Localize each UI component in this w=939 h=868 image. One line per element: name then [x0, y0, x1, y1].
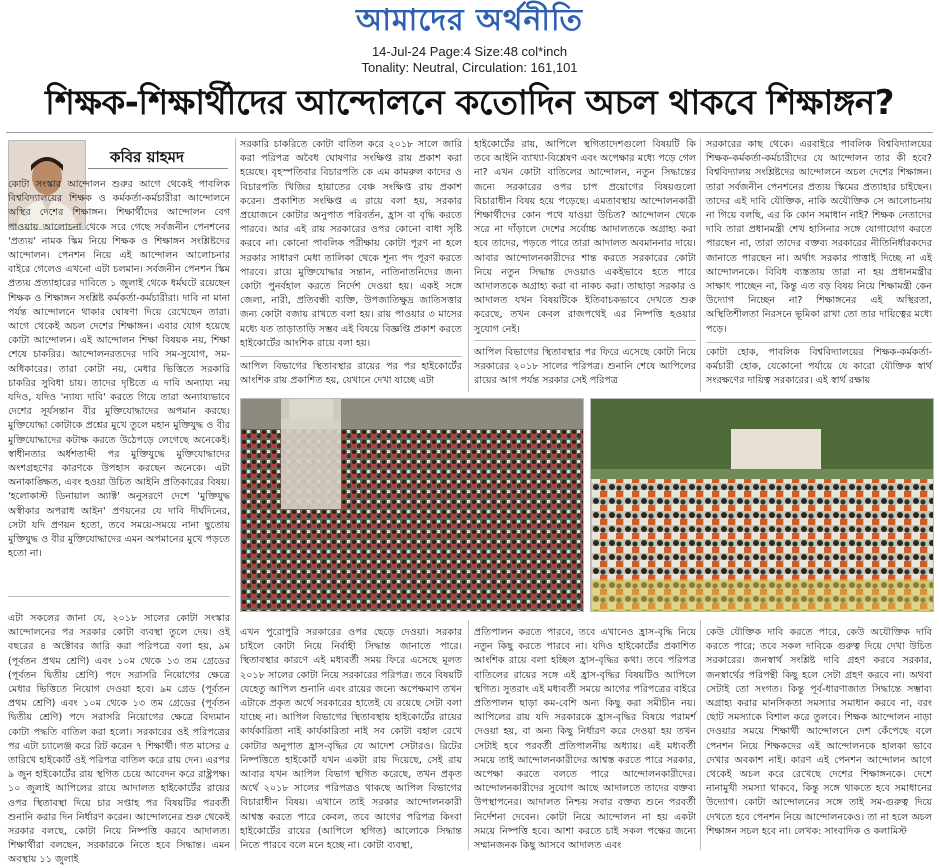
protest-crowd-photo — [240, 398, 584, 612]
article-column-1-bottom — [8, 612, 230, 866]
column-separator — [700, 620, 701, 850]
masthead — [0, 4, 939, 38]
column-separator — [235, 138, 236, 850]
paragraph: প্রতিপালন করতে পারবে, তবে এখানেও হ্রাস-বৃদ্ধি নিয়ে নতুন কিছু করতে পারবে না। যদিও হাইকোর্টের প্রকাশিত আংশিক রায়ে বলা হচ্ছিল হ্রাস-বৃদ্ধির কথা। তবে পরিপত্র বাতিলের রায়ের সঙ্গে এই হ্রাস-বৃদ্ধির বিষয়টিও আপিলে স্থগিত। সুতরাং এই মধ্যবর্তী সময়ে আগের পরিপত্রের বাইরে প্রতিপালন ছাড়া কম-বেশি অন্য কিছু করা সমীচীন নয়। আপিলের রায় যদি সরকারকে হ্রাস-বৃদ্ধির বিষয়ে পরামর্শ দেওয়া হয়, বা অন্য কিছু নির্ধারণ করে দেওয়া হয় তখন সেটাই হবে পরবর্তী প্রতিপালনীয় অধ্যায়। এই মধ্যবর্তী সময়ে তাই আন্দোলনকারীদের আশ্বস্ত করতে পারে সরকার, অপেক্ষা করতে বলতে পারে আন্দোলনকারীদের। আন্দোলনকারীদের সুযোগ আছে আদালতে তাদের বক্তব্য উপস্থাপনের। আদালত নিশ্চয় সবার বক্তব্য শুনে পরবর্তী নির্দেশনা দেবেন। কোটা নিয়ে আন্দোলন না হয় একটা সময়ে নিষ্পত্তি হবে। আশা করতে চাই সকল পক্ষের জন্যে সম্মানজনক কিছু আসবে আদালত এবং — [474, 627, 696, 852]
author-name: কবির য়াহমদ — [110, 148, 184, 166]
article-column-3-top — [474, 138, 696, 334]
paragraph: এখন পুরোপুরি সরকারের ওপর ছেড়ে দেওয়া। সরকার চাইলে কোটা নিয়ে নির্বাহী সিদ্ধান্ত জানাতে পারে। স্থিতাবস্থার কারণে এই মধ্যবর্তী সময় ফিরে এসেছে মূলত ২০১৮ সালের কোটা নিয়ে সরকারের পরিপত্র। তবে বিষয়টি যেহেতু আপিল শুনানি এবং রায়ের জন্যে অপেক্ষমাণ তখন এটাকে প্রকৃত অর্থে সরকারের হাতেই যে রয়েছে সেটা বলা যাচ্ছে না। আপিল বিভাগের স্থিতাবস্থায় হাইকোর্টের রায়ের কার্যকারিতা নাই কার্যকারিতা নাই সব কোটা বহাল রেখে কোটার অনুপাত হ্রাস-বৃদ্ধির যে আদেশ সেটারও। রিটের নিষ্পত্তিতে হাইকোর্ট যখন একটা রায় দিয়েছে, সেই রায় আবার যখন আপিল বিভাগ স্থগিত করেছে, তখন প্রকৃত অর্থে ২০১৮ সালের পরিপত্রও থাকছে আপিল বিভাগের বিচারাধীন বিষয়। এখানে তাই সরকার আন্দোলনকারী আশ্বস্ত করতে পারে কেবল, তবে আগের পরিপত্র কিংবা হাইকোর্টের রায়ের (আপিলে স্থগিত) আলোকে সিদ্ধান্ত নিতে পারবে বলে মনে হচ্ছে না। কোটা ব্যবস্থা, — [240, 627, 462, 852]
article-column-2-bottom — [240, 626, 462, 850]
column-separator — [468, 138, 469, 392]
article-column-2-top — [240, 138, 462, 352]
paragraph: এটা সকলের জানা যে, ২০১৮ সালের কোটা সংস্কার আন্দোলনের পর সরকার কোটা ব্যবস্থা তুলে দেয়। ওই বছরের ৪ অক্টোবর জারি করা পরিপত্রে বলা হয়, ৯ম (পূর্বতন প্রথম শ্রেণি) এবং ১০ম থেকে ১৩ তম গ্রেডের (পূর্বতন দ্বিতীয় শ্রেণি) পদে সরাসরি নিয়োগের ক্ষেত্রে মেধার ভিত্তিতে নিয়োগ দেওয়া হবে। ৯ম গ্রেড (পূর্বতন প্রথম শ্রেণি) এবং ১০ম থেকে ১৩ তম গ্রেডের (পূর্বতন দ্বিতীয় শ্রেণি) পদে সরাসরি নিয়োগের ক্ষেত্রে বিদ্যমান কোটা পদ্ধতি বাতিল করা হলো। সরকারের ওই পরিপত্রের পর এটা চ্যালেঞ্জ করে রিট করেন ৭ শিক্ষার্থী। গত মাসের ৫ তারিখে হাইকোর্ট ওই পরিপত্র বাতিল করে রায় দেন। এরপর ৯ জুন হাইকোর্টের রায় স্থগিত চেয়ে আবেদন করে রাষ্ট্রপক্ষ। ১০ জুলাই আপিলের রায়ে আদালত হাইকোর্টের রায়ের ওপর স্থিতাবস্থা দিয়ে চার সপ্তাহ পর বিষয়টির পরবর্তী শুনানি করার দিন নির্ধারণ করেন। আন্দোলনের শুরু থেকেই সরকার বলছে, কোটা নিয়ে নিষ্পত্তি করবে আদালত। শিক্ষার্থীরা বলছেন, সরকারকে নিতে হবে সিদ্ধান্ত। এমন অবস্থায় ১১ জুলাই — [8, 613, 230, 866]
paragraph: হাইকোর্টের রায়, আপিলে স্থগিতাদেশগুলো বিষয়টি কি তবে আইনি ব্যাখ্যা-বিশ্লেষণ এবং অপেক্ষার মধ্যে পড়ে গেল না? এখন কোটা বাতিলের আন্দোলন, নতুন সিদ্ধান্তের জন্যে সরকারের ওপর চাপ প্রয়োগের বিষয়গুলো বিচারাধীন বিষয় হয়ে পড়েছে। এমতাবস্থায় আন্দোলনকারী শিক্ষার্থীদের কোন পথে যাওয়া উচিত? আন্দোলন থেকে সরে না দাঁড়ালে দেশের সর্বোচ্চ আদালতকে অগ্রাহ্য করা হবে তাদের, পড়তে পারে তারা আদালত অবমাননার দায়ে। আবার আন্দোলনকারীদের শান্ত করতে সরকারের কোটা নিয়ে নতুন সিদ্ধান্ত দেওয়াও একইভাবে হতে পারে আদালতকে অগ্রাহ্য করা বা নাকচ করা। তাছাড়া সরকার ও আদালত যখন বিষয়টিকে ইতিবাচকভাবে দেখতে শুরু করেছে, তখন কেবল রাজপথেই এর নিষ্পত্তি হওয়ার সুযোগ নেই। — [474, 139, 696, 335]
article-column-3-bottom — [474, 626, 696, 850]
article-column-4-mid — [706, 346, 932, 390]
headline-divider — [6, 132, 933, 133]
article-headline: শিক্ষক-শিক্ষার্থীদের আন্দোলনে কতোদিন অচল থাকবে শিক্ষাঙ্গন? — [45, 83, 894, 123]
teachers-protest-photo — [590, 398, 934, 612]
crowd-photo-icon — [241, 399, 583, 611]
paragraph: আপিল বিভাগের স্থিতাবস্থার পর ফিরে এসেছে কোটা নিয়ে সরকারের ২০১৮ সালের পরিপত্র। শুনানি শেষে আপিলের রায়ের আগ পর্যন্ত সরকার সেই পরিপত্র — [474, 347, 696, 387]
section-divider — [8, 596, 230, 597]
paragraph: সরকারের কাছ থেকে। এরবাইরে পাবলিক বিশ্ববিদ্যালয়ের শিক্ষক-কর্মকর্তা-কর্মচারীদের যে আন্দোলন তার কী হবে? বিশ্ববিদ্যালয় সংশ্লিষ্টদের আন্দোলনে অচল দেশের শিক্ষাঙ্গন। তারা সর্বজনীন পেনশনের প্রত্যয় স্কিমের প্রত্যাহার চাইছেন। তাদের এই দাবি যৌক্তিক, নাকি অযৌক্তিক সে আলোচনায় না গিয়ে বলছি, এর কি কোন সমাধান নাই? শিক্ষক নেতাদের দাবি তারা প্রধানমন্ত্রী শেখ হাসিনার সঙ্গে যোগাযোগ করতে পারছেন না, তারা তাদের বক্তব্য সরকারের নীতিনির্ধারকদের জানাতে পারছেন না। অর্থাৎ সরকার পাত্তাই দিচ্ছে না এই আন্দোলনকে। বিবিধ ব্যস্ততায় তারা না হয় প্রধানমন্ত্রীর সাক্ষাৎ পাচ্ছেন না, কিন্তু এত বড় বিষয় নিয়ে শিক্ষামন্ত্রী কেন উদ্যোগ নিচ্ছেন না? শিক্ষাঙ্গনের এই অস্থিরতা, অস্থিতিশীলতা নিরসনে ভূমিকা রাখা তো তার দায়িত্বের মধ্যে পড়ে। — [706, 139, 932, 335]
newspaper-logo: আমাদের অর্থনীতি — [355, 3, 584, 38]
section-divider — [240, 356, 462, 357]
section-divider — [474, 340, 696, 341]
paragraph: আপিল বিভাগের স্থিতাবস্থার রায়ের পর পর হাইকোর্টের আংশিক রায় প্রকাশিত হয়, যেখানে দেখা যাচ্ছে এটা — [240, 361, 462, 387]
paragraph: কেউ যৌক্তিক দাবি করতে পারে, কেউ অযৌক্তিক দাবি করতে পারে; তবে সকল দাবিকে গুরুত্ব দিয়ে দেখা উচিত সরকারের। জনস্বার্থ সংশ্লিষ্ট দাবি গ্রহণ করবে সরকার, জনস্বার্থের পরিপন্থী কিছু হলে সেটা গ্রহণ করবে না। অথবা সেটাই তো সংগত। কিন্তু পূর্ব-ধারণাজাত সিদ্ধান্তে সম্ভাব্য অগ্রাহ্য করার মানসিকতা সমস্যার সমাধান করবে না, বরং ছোট সমস্যাকে বিশাল করে তুলবে। শিক্ষক আন্দোলন নাড়া দেওয়ার সময়ে শিক্ষার্থী আন্দোলনে দেশ কেঁপেছে বলে পেনশন নিয়ে শিক্ষকদের এই আন্দোলনকে হালকা ভাবে দেখার অবকাশ নাই। কারণ এই পেনশন আন্দোলন আগে থেকেই অচল করে রেখেছে দেশের শিক্ষাঙ্গনকে। দেশে নানামুখী সমস্যা থাকবে, কিন্তু সঙ্গে থাকতে হবে সমাধানের উদ্যোগ। কোটা আন্দোলনের সঙ্গে তাই সম-গুরুত্ব দিয়ে দেখতে হবে পেনশন নিয়ে আন্দোলনকেও। তা না হলে অচল শিক্ষাঙ্গন সচল হবে না। লেখক: সাংবাদিক ও কলামিস্ট — [706, 627, 932, 837]
section-divider — [706, 342, 932, 343]
article-column-4-bottom — [706, 626, 932, 850]
article-column-2-mid — [240, 360, 462, 390]
paragraph: সরকারি চাকরিতে কোটা বাতিল করে ২০১৮ সালে জারি করা পরিপত্র অবৈধ ঘোষণার সংক্ষিপ্ত রায় প্রকাশ করা হয়েছে। বৃহস্পতিবার বিচারপতি কে এম কামরুল কাদের ও বিচারপতি খিজির হায়াতের বেঞ্চ সংক্ষিপ্ত রায় প্রকাশ করেন। প্রকাশিত সংক্ষিপ্ত এ রায়ে বলা হয়, সরকার প্রয়োজনে কোটার অনুপাত পরিবর্তন, হ্রাস বা বৃদ্ধি করতে পারবে। আর এই রায় সরকারের ওপর কোনো বাধা সৃষ্টি করবে না। কোনো পাবলিক পরীক্ষায় কোটা পূরণ না হলে সরকার সাধারণ মেধা তালিকা থেকে শূন্য পদ পূরণ করতে পারবে। রায়ে মুক্তিযোদ্ধার সন্তান, নাতিনাতনিদের জন্য কোটা পুনর্বহাল করতে নির্দেশ দেওয়া হয়। একই সঙ্গে জেলা, নারী, প্রতিবন্ধী ব্যক্তি, উপজাতিক্ষুদ্র জাতিসত্তার জন্য কোটা বজায় রাখতে বলা হয়। রায় পাওয়ার ৩ মাসের মধ্যে যত তাড়াতাড়ি সম্ভব এই বিষয়ে বিজ্ঞপ্তি প্রকাশ করতে হাইকোর্টের আংশিক রায়ে বলা হয়। — [240, 139, 462, 349]
column-separator — [468, 620, 469, 850]
lead-paragraph: কোটা সংস্কার আন্দোলন শুরুর আগে থেকেই পাবলিক বিশ্ববিদ্যালয়ের শিক্ষক ও কর্মকর্তা-কর্মচারীরা আন্দোলনে অস্থির দেশের শিক্ষাঙ্গন। শিক্ষার্থীদের আন্দোলন বেগ পাওয়ায় আলোচনা থেকে সরে গেছে সর্বজনীন পেনশনের 'প্রত্যয়' নামক স্কিম নিয়ে শিক্ষক ও শিক্ষাঙ্গন সংশ্লিষ্টদের আন্দোলন। পেনশন নিয়ে এই আন্দোলন আলোচনার বাইরে গেলেও এখনো এটা চলমান। সর্বজনীন পেনশন স্কিম প্রত্যয় প্রত্যাহারের দাবিতে ১ জুলাই থেকে ধর্মঘটে রয়েছেন শিক্ষক ও শিক্ষাঙ্গন সংশ্লিষ্ট কর্মকর্তা-কর্মচারীরা। দাবি না মানা পর্যন্ত আন্দোলনে থাকার ঘোষণা দিয়ে রেখেছেন তারা। আগে থেকেই অচল দেশের শিক্ষাঙ্গন। এবার যোগ হয়েছে কোটা আন্দোলন। এই আন্দোলন শিক্ষা বিষয়ক নয়, শিক্ষা শেষে চাকরির। আন্দোলনরতদের দাবি সম-সুযোগ, সম-অধিকারের। তারা কোটা নয়, মেধার ভিত্তিতে সরকারি চাকরির সুবিধা চায়। তাদের দৃষ্টিতে এ দাবি অন্যায্য নয় যদিও, যদিও 'ন্যায্য দাবি' করতে গিয়ে তারা অন্যায্যভাবে দেশের সূর্যসন্তান বীর মুক্তিযোদ্ধাদের অপমান করছে। মুক্তিযোদ্ধা কোটাকে প্রশ্নের মুখে তুলে মহান মুক্তিযুদ্ধ ও বীর মুক্তিযোদ্ধাদের কটাক্ষ করতে উঠেপড়ে লেগেছে অনেকেই। স্বাধীনতার অর্ধশতাব্দী পর মুক্তিযুদ্ধে মুক্তিযোদ্ধাদের অংশগ্রহণের কারণকে উপহাস করছেন অনেকে। এটা অনাকাঙ্ক্ষিত, এবং হওয়া উচিত আইনি প্রতিকারের বিষয়। 'হলোকাস্ট ডিনায়াল অ্যাক্ট' অনুসরণে দেশে 'মুক্তিযুদ্ধ অস্বীকার অপরাধ আইন' প্রণয়নের যে দাবি দীর্ঘদিনের, সেটা যদি প্রণয়ন হতো, তবে সময়ে-সময়ে নানা ছুতোয় মুক্তিযুদ্ধ ও বীর মুক্তিযোদ্ধাদের এমন অপমানের মুখে পড়তে হতো না। — [8, 179, 230, 560]
clipping-meta-tonality: Tonality: Neutral, Circulation: 161,101 — [361, 60, 578, 75]
paragraph: কোটা হোক, পাবলিক বিশ্ববিদ্যালয়ের শিক্ষক-কর্মকর্তা-কর্মচারী হোক, যেকোনো পর্যায়ে যে কারো যৌক্তিক স্বার্থ সংরক্ষণের দায়িত্ব সরকারের। এই স্বার্থ রক্ষায় — [706, 347, 932, 387]
teachers-photo-icon — [591, 399, 933, 611]
column-separator — [700, 138, 701, 392]
clipping-meta-date: 14-Jul-24 Page:4 Size:48 col*inch — [371, 44, 568, 59]
article-column-4-top — [706, 138, 932, 338]
article-column-3-mid — [474, 346, 696, 390]
author-divider — [88, 168, 228, 169]
article-column-1-lead — [8, 178, 230, 580]
